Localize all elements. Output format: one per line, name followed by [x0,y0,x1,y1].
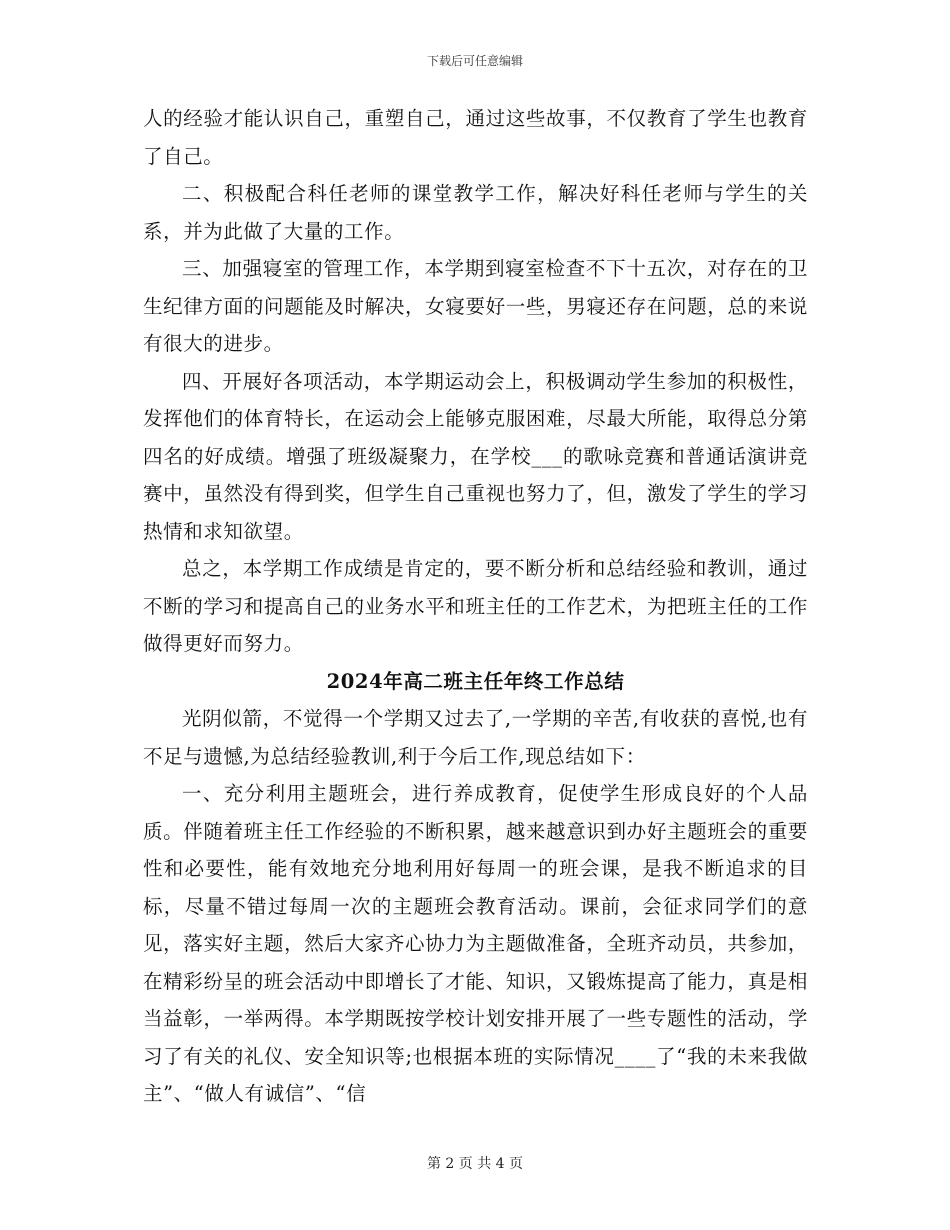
paragraph-item-four: 四、开展好各项活动，本学期运动会上，积极调动学生参加的积极性，发挥他们的体育特长，在运动会上能够克服困难，尽最大所能，取得总分第四名的好成绩。增强了班级凝聚力，在学校___的歌咏竞赛和普通话演讲竞赛中，虽然没有得到奖，但学生自己重视也努力了，但，激发了学生的学习热情和求知欲望。 [143,369,808,543]
paragraph-intro: 光阴似箭，不觉得一个学期又过去了,一学期的辛苦,有收获的喜悦,也有不足与遗憾,为总结经验教训,利于今后工作,现总结如下： [143,707,808,768]
paragraph-item-two: 二、积极配合科任老师的课堂教学工作，解决好科任老师与学生的关系，并为此做了大量的工作。 [143,182,808,243]
document-body [143,100,808,1113]
page-header: 下载后可任意编辑 [426,54,523,68]
paragraph-conclusion: 总之，本学期工作成绩是肯定的，要不断分析和总结经验和教训，通过不断的学习和提高自己的业务水平和班主任的工作艺术，为把班主任的工作做得更好而努力。 [143,557,808,655]
paragraph-item-three: 三、加强寝室的管理工作，本学期到寝室检查不下十五次，对存在的卫生纪律方面的问题能及时解决，女寝要好一些，男寝还存在问题，总的来说有很大的进步。 [143,257,808,355]
page-number: 第 2 页 共 4 页 [426,1156,524,1172]
paragraph-item-one: 一、充分利用主题班会，进行养成教育，促使学生形成良好的个人品质。伴随着班主任工作经验的不断积累，越来越意识到办好主题班会的重要性和必要性，能有效地充分地利用好每周一的班会课，是我不断追求的目标，尽量不错过每周一次的主题班会教育活动。课前，会征求同学们的意见，落实好主题，然后大家齐心协力为主题做准备，全班齐动员，共参加，在精彩纷呈的班会活动中即增长了才能、知识，又锻炼提高了能力，真是相当益彰，一举两得。本学期既按学校计划安排开展了一些专题性的活动，学习了有关的礼仪、安全知识等;也根据本班的实际情况____了“我的未来我做主”、“做人有诚信”、“信 [143,782,808,1105]
paragraph-continuation: 人的经验才能认识自己，重塑自己，通过这些故事，不仅教育了学生也教育了自己。 [143,107,808,168]
section-title: 2024年高二班主任年终工作总结 [326,669,625,693]
